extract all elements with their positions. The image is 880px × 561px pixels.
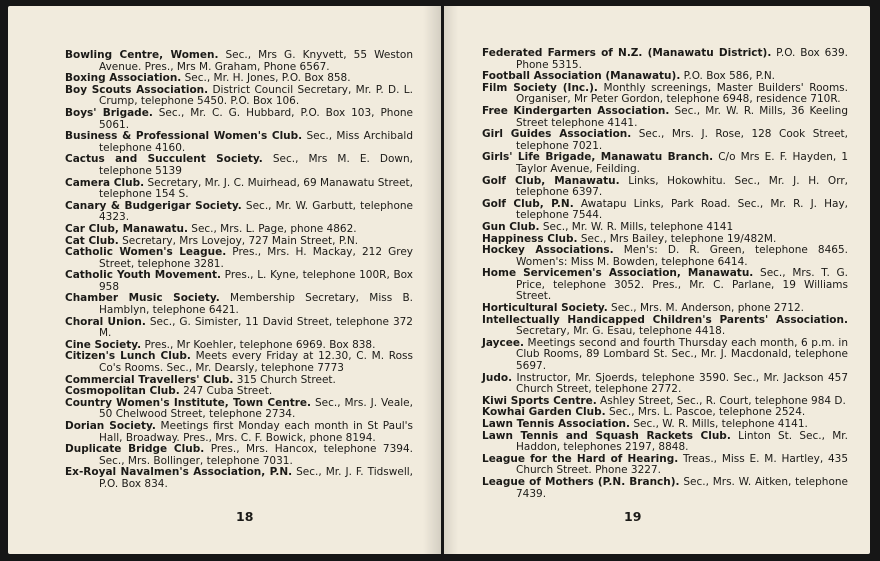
entry-name: Camera Club. <box>65 176 145 189</box>
entry-details: Monthly screenings, Master Builders' Rooms. Organiser, Mr Peter Gordon, telephone 6948, residence 710R. <box>516 81 848 106</box>
entry-name: Intellectually Handicapped Children's Parents' Association. <box>482 313 848 326</box>
directory-entry <box>482 338 848 373</box>
entry-details: Pres., Mr Koehler, telephone 6969. Box 838. <box>141 338 376 351</box>
entry-details: 315 Church Street. <box>233 373 336 386</box>
directory-entry <box>482 373 848 396</box>
entry-details: Sec., Mr. H. Jones, P.O. Box 858. <box>181 72 351 85</box>
entry-name: Cat Club. <box>65 234 119 247</box>
directory-entry <box>65 444 413 467</box>
entry-name: Cine Society. <box>65 338 142 351</box>
entry-name: Catholic Youth Movement. <box>65 269 221 282</box>
directory-entry <box>65 201 413 224</box>
entry-name: Business & Professional Women's Club. <box>65 130 303 143</box>
entry-details: Meetings second and fourth Thursday each month, 6 p.m. in Club Rooms, 89 Lombard St. Sec., Mr. J. Macdonald, telephone 5697. <box>516 336 848 373</box>
directory-entry <box>482 245 848 268</box>
entry-name: Girls' Life Brigade, Manawatu Branch. <box>482 151 714 164</box>
directory-entry <box>65 351 413 374</box>
directory-entry <box>65 108 413 131</box>
entry-name: Happiness Club. <box>482 232 578 245</box>
entry-details: 247 Cuba Street. <box>179 385 273 398</box>
entry-name: Kiwi Sports Centre. <box>482 394 597 407</box>
entry-name: Judo. <box>482 371 513 384</box>
directory-entry <box>65 467 413 490</box>
entry-details: Pres., Mrs. H. Mackay, 212 Grey Street, telephone 3281. <box>99 246 414 270</box>
entry-details: Secretary, Mr. G. Esau, telephone 4418. <box>516 325 726 338</box>
entry-details: Sec., Mrs M. E. Down, telephone 5139 <box>99 153 413 177</box>
entry-details: Treas., Miss E. M. Hartley, 435 Church Street. Phone 3227. <box>516 452 848 477</box>
entry-name: Hockey Associations. <box>482 244 614 257</box>
entry-name: Car Club, Manawatu. <box>65 222 188 235</box>
directory-entry <box>65 421 413 444</box>
entry-name: Boy Scouts Association. <box>65 83 209 96</box>
entry-details: Sec., Miss Archibald telephone 4160. <box>99 130 413 154</box>
entry-details: Sec., Mrs. J. Veale, 50 Chelwood Street, telephone 2734. <box>99 396 413 421</box>
entry-name: Golf Club, P.N. <box>482 197 574 210</box>
directory-entry <box>65 270 413 293</box>
page-number: 18 <box>236 509 254 524</box>
entry-details: Pres., L. Kyne, telephone 100R, Box 958 <box>99 269 413 293</box>
entry-details: Sec., Mr. J. F. Tidswell, P.O. Box 834. <box>99 466 413 490</box>
entry-details: Awatapu Links, Park Road. Sec., Mr. R. J. Hay, telephone 7544. <box>516 197 848 222</box>
entry-details: C/o Mrs E. F. Hayden, 1 Taylor Avenue, Feilding. <box>516 151 849 175</box>
entry-name: Cactus and Succulent Society. <box>65 153 263 166</box>
directory-entry <box>65 178 413 201</box>
entry-details: Sec., Mrs. M. Anderson, phone 2712. <box>607 302 804 315</box>
entry-name: Country Women's Institute, Town Centre. <box>65 396 312 409</box>
entry-name: Film Society (Inc.). <box>482 81 598 94</box>
entry-name: League for the Hard of Hearing. <box>482 452 679 465</box>
left-page <box>8 6 441 554</box>
entry-details: Pres., Mrs. Hancox, telephone 7394. Sec., Mrs. Bollinger, telephone 7031. <box>99 443 413 467</box>
entry-details: Sec., Mrs. T. G. Price, telephone 3052. Pres., Mr. C. Parlane, 19 Williams Street. <box>516 267 848 303</box>
entry-name: Horticultural Society. <box>482 302 608 315</box>
entry-name: Golf Club, Manawatu. <box>482 174 620 187</box>
entry-name: Commercial Travellers' Club. <box>65 373 234 386</box>
directory-entry <box>65 85 413 108</box>
entry-details: Sec., Mr. W. Garbutt, telephone 4323. <box>99 199 413 224</box>
page-number: 19 <box>624 509 642 524</box>
directory-entry <box>65 247 413 270</box>
entry-details: Sec., Mrs G. Knyvett, 55 Weston Avenue. Pres., Mrs M. Graham, Phone 6567. <box>99 49 413 73</box>
entry-details: Sec., Mrs. J. Rose, 128 Cook Street, telephone 7021. <box>516 128 848 152</box>
right-page <box>444 6 870 554</box>
directory-entry <box>65 317 413 340</box>
entry-name: Boxing Association. <box>65 72 182 85</box>
entry-details: Sec., Mrs. L. Page, phone 4862. <box>187 222 357 235</box>
entry-name: Gun Club. <box>482 220 540 233</box>
entry-details: P.O. Box 639. Phone 5315. <box>516 47 848 71</box>
entry-name: Federated Farmers of N.Z. (Manawatu District). <box>482 47 772 59</box>
entry-name: Girl Guides Association. <box>482 128 632 141</box>
directory-entry <box>482 106 848 129</box>
entry-name: Bowling Centre, Women. <box>65 49 219 61</box>
entry-name: Catholic Women's League. <box>65 246 227 259</box>
entry-details: Secretary, Mrs Lovejoy, 727 Main Street, P.N. <box>118 234 359 247</box>
directory-entry <box>482 48 848 71</box>
directory-entry <box>482 199 848 222</box>
entry-name: Free Kindergarten Association. <box>482 104 670 117</box>
directory-entry <box>482 315 848 338</box>
entry-details: Membership Secretary, Miss B. Hamblyn, telephone 6421. <box>99 292 413 317</box>
entry-name: Citizen's Lunch Club. <box>65 350 191 363</box>
entry-name: Chamber Music Society. <box>65 292 220 305</box>
entry-details: Meets every Friday at 12.30, C. M. Ross Co's Rooms. Sec., Mr. Dearsly, telephone 7773 <box>99 350 413 375</box>
entry-details: Sec., G. Simister, 11 David Street, telephone 372 M. <box>99 315 413 340</box>
directory-entry <box>482 83 848 106</box>
entry-details: Sec., Mr. W. R. Mills, 36 Keeling Street telephone 4141. <box>516 104 848 129</box>
entry-details: District Council Secretary, Mr. P. D. L. Crump, telephone 5450. P.O. Box 106. <box>99 83 413 108</box>
entry-name: Kowhai Garden Club. <box>482 406 606 419</box>
entry-details: Sec., Mrs. W. Aitken, telephone 7439. <box>516 475 848 500</box>
entry-name: Ex-Royal Navalmen's Association, P.N. <box>65 466 293 479</box>
directory-entry <box>482 431 848 454</box>
directory-entry <box>482 477 848 500</box>
entry-details: Sec., Mr. C. G. Hubbard, P.O. Box 103, Phone 5061. <box>99 106 413 131</box>
left-entry-list <box>65 50 413 491</box>
directory-entry <box>65 293 413 316</box>
entry-details: Instructor, Mr. Sjoerds, telephone 3590. Sec., Mr. Jackson 457 Church Street, telephone 2772. <box>512 371 848 396</box>
directory-entry <box>482 152 848 175</box>
directory-entry <box>482 454 848 477</box>
entry-details: Sec., Mrs. L. Pascoe, telephone 2524. <box>605 406 806 419</box>
entry-details: Ashley Street, Sec., R. Court, telephone 984 D. <box>596 394 846 407</box>
entry-details: Meetings first Monday each month in St Paul's Hall, Broadway. Pres., Mrs. C. F. Bowick, phone 8194. <box>99 420 413 444</box>
entry-details: Sec., Mrs Bailey, telephone 19/482M. <box>577 232 777 245</box>
directory-entry <box>65 131 413 154</box>
entry-name: Lawn Tennis Association. <box>482 418 630 430</box>
directory-entry <box>65 50 413 73</box>
entry-name: Lawn Tennis and Squash Rackets Club. <box>482 429 731 442</box>
entry-name: Cosmopolitan Club. <box>65 385 180 398</box>
entry-name: Jaycee. <box>482 336 524 349</box>
entry-name: Choral Union. <box>65 315 146 328</box>
entry-details: P.O. Box 586, P.N. <box>680 70 776 83</box>
entry-name: Football Association (Manawatu). <box>482 70 681 83</box>
directory-entry <box>65 398 413 421</box>
entry-name: Boys' Brigade. <box>65 106 153 119</box>
entry-name: Dorian Society. <box>65 420 156 432</box>
directory-entry <box>65 154 413 177</box>
entry-details: Links, Hokowhitu. Sec., Mr. J. H. Orr, telephone 6397. <box>516 174 848 199</box>
entry-name: Canary & Budgerigar Society. <box>65 199 242 212</box>
entry-details: Linton St. Sec., Mr. Haddon, telephones 2197, 8848. <box>516 429 848 454</box>
entry-details: Sec., Mr. W. R. Mills, telephone 4141 <box>539 220 734 233</box>
entry-name: Duplicate Bridge Club. <box>65 443 205 456</box>
entry-details: Secretary, Mr. J. C. Muirhead, 69 Manawatu Street, telephone 154 S. <box>99 176 414 201</box>
entry-details: Men's: D. R. Green, telephone 8465. Women's: Miss M. Bowden, telephone 6414. <box>516 244 848 268</box>
directory-entry <box>482 268 848 303</box>
directory-entry <box>482 129 848 152</box>
entry-name: League of Mothers (P.N. Branch). <box>482 475 680 488</box>
entry-name: Home Servicemen's Association, Manawatu. <box>482 267 754 280</box>
right-entry-list <box>482 48 848 500</box>
entry-details: Sec., W. R. Mills, telephone 4141. <box>630 418 808 430</box>
directory-entry <box>482 176 848 199</box>
